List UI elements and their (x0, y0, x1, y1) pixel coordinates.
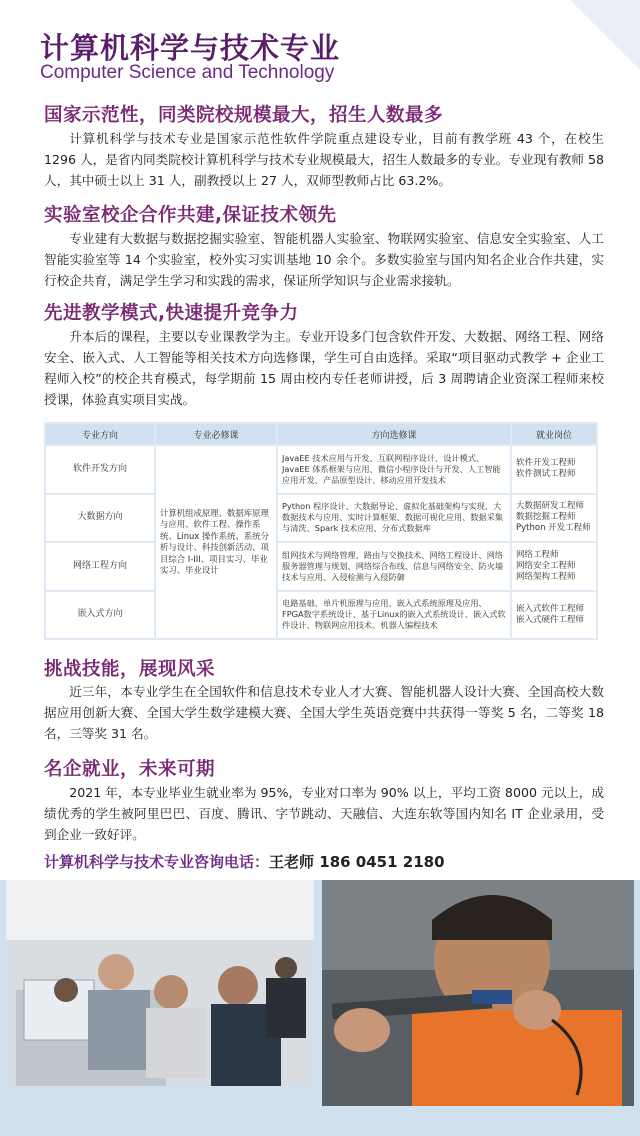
section-heading-scale: 国家示范性，同类院校规模最大，招生人数最多 (44, 105, 444, 126)
job-cell: 嵌入式软件工程师 嵌入式硬件工程师 (512, 592, 596, 639)
corner-decoration (570, 0, 640, 70)
section-body-teaching: 升本后的课程，主要以专业课教学为主。专业开设多门包含软件开发、大数据、网络工程、网络安全、嵌入式、人工智能等相关技术方向选修课，学生可自由选择。采取“项目驱动式教学 + 企业工程师入校”的校企共育模式，每学期前 15 周由校内专任老师讲授，后 3 周聘请企业资深工程师来校授课，体验真实项目实战。 (44, 329, 604, 407)
required-courses-cell: 计算机组成原理、数据库原理与应用、软件工程、操作系统、Linux 操作系统、系统分析与设计、科技创新活动、项目综合 I-III、项目实习、毕业实习、毕业设计 (156, 446, 276, 638)
section-heading-teaching: 先进教学模式,快速提升竞争力 (44, 303, 299, 324)
table-row (46, 495, 596, 542)
direction-cell: 嵌入式方向 (46, 592, 154, 639)
table-header-row (46, 424, 596, 444)
page-subtitle-english: Computer Science and Technology (40, 62, 335, 83)
direction-cell: 大数据方向 (46, 495, 154, 542)
elective-courses-cell: 组网技术与网络管理、路由与交换技术、网络工程设计、网络服务器管理与规划、网络综合布线、信息与网络安全、防火墙技术与应用、入侵检测与入侵防御 (278, 543, 510, 590)
table-header-cell: 专业方向 (46, 424, 154, 444)
table-row (46, 446, 596, 493)
table-row (46, 543, 596, 590)
section-body-scale: 计算机科学与技术专业是国家示范性软件学院重点建设专业，目前有教学班 43 个，在校生 1296 人，是省内同类院校计算机科学与技术专业规模最大，招生人数最多的专业。专业现有教师 58 人，其中硕士以上 31 人，副教授以上 27 人，双师型教师占比 63.2%。 (44, 131, 604, 188)
contact-label: 计算机科学与技术专业咨询电话： (44, 853, 270, 871)
contact-phone: 186 0451 2180 (319, 853, 445, 871)
job-cell: 网络工程师 网络安全工程师 网络架构工程师 (512, 543, 596, 590)
contact-line (44, 851, 445, 872)
elective-courses-cell: Python 程序设计、大数据导论、虚拟化基础架构与实现、大数据技术与应用、实时计算框架、数据可视化应用、数据采集与清洗、Spark 技术应用、分布式数据库 (278, 495, 510, 542)
section-body-employment: 2021 年，本专业毕业生就业率为 95%，专业对口率为 90% 以上，平均工资 8000 元以上，成绩优秀的学生被阿里巴巴、百度、腾讯、字节跳动、天融信、大连东软等国内知名 IT 企业录用，受到企业一致好评。 (44, 785, 604, 842)
direction-cell: 网络工程方向 (46, 543, 154, 590)
job-cell: 大数据研发工程师 数据挖掘工程师 Python 开发工程师 (512, 495, 596, 542)
section-body-labs: 专业建有大数据与数据挖掘实验室、智能机器人实验室、物联网实验室、信息安全实验室、人工智能实验室等 14 个实验室，校外实习实训基地 10 余个。多数实验室与国内知名企业合作共建，实行校企共育，满足学生学习和实践的需求，保证所学知识与企业需求接轨。 (44, 231, 604, 288)
table-row (46, 592, 596, 639)
student-circuit-photo-illustration (322, 880, 634, 1106)
section-heading-employment: 名企就业，未来可期 (44, 759, 216, 780)
elective-courses-cell: JavaEE 技术应用与开发、互联网程序设计、设计模式、JavaEE 体系框架与应用、微信小程序设计与开发、人工智能应用开发、产品原型设计、移动应用开发技术 (278, 446, 510, 493)
classroom-photo-illustration (6, 880, 314, 1086)
contact-person: 王老师 (269, 853, 315, 871)
direction-cell: 软件开发方向 (46, 446, 154, 493)
section-heading-competitions: 挑战技能，展现风采 (44, 659, 216, 680)
student-circuit-photo (322, 880, 634, 1106)
curriculum-table (44, 422, 598, 640)
section-body-competitions: 近三年，本专业学生在全国软件和信息技术专业人才大赛、智能机器人设计大赛、全国高校大数据应用创新大赛、全国大学生数学建模大赛、全国大学生英语竞赛中共获得一等奖 5 名，二等奖 18 名，三等奖 31 名。 (44, 684, 604, 741)
page-title: 计算机科学与技术专业 (40, 31, 341, 65)
classroom-photo (6, 880, 314, 1086)
job-cell: 软件开发工程师 软件测试工程师 (512, 446, 596, 493)
table-header-cell: 就业岗位 (512, 424, 596, 444)
section-heading-labs: 实验室校企合作共建,保证技术领先 (44, 205, 337, 226)
elective-courses-cell: 电路基础、单片机原理与应用、嵌入式系统原理及应用、FPGA数字系统设计、基于Linux的嵌入式系统设计、嵌入式软件设计、物联网应用技术、机器人编程技术 (278, 592, 510, 639)
table-header-cell: 专业必修课 (156, 424, 276, 444)
table-header-cell: 方向选修课 (278, 424, 510, 444)
